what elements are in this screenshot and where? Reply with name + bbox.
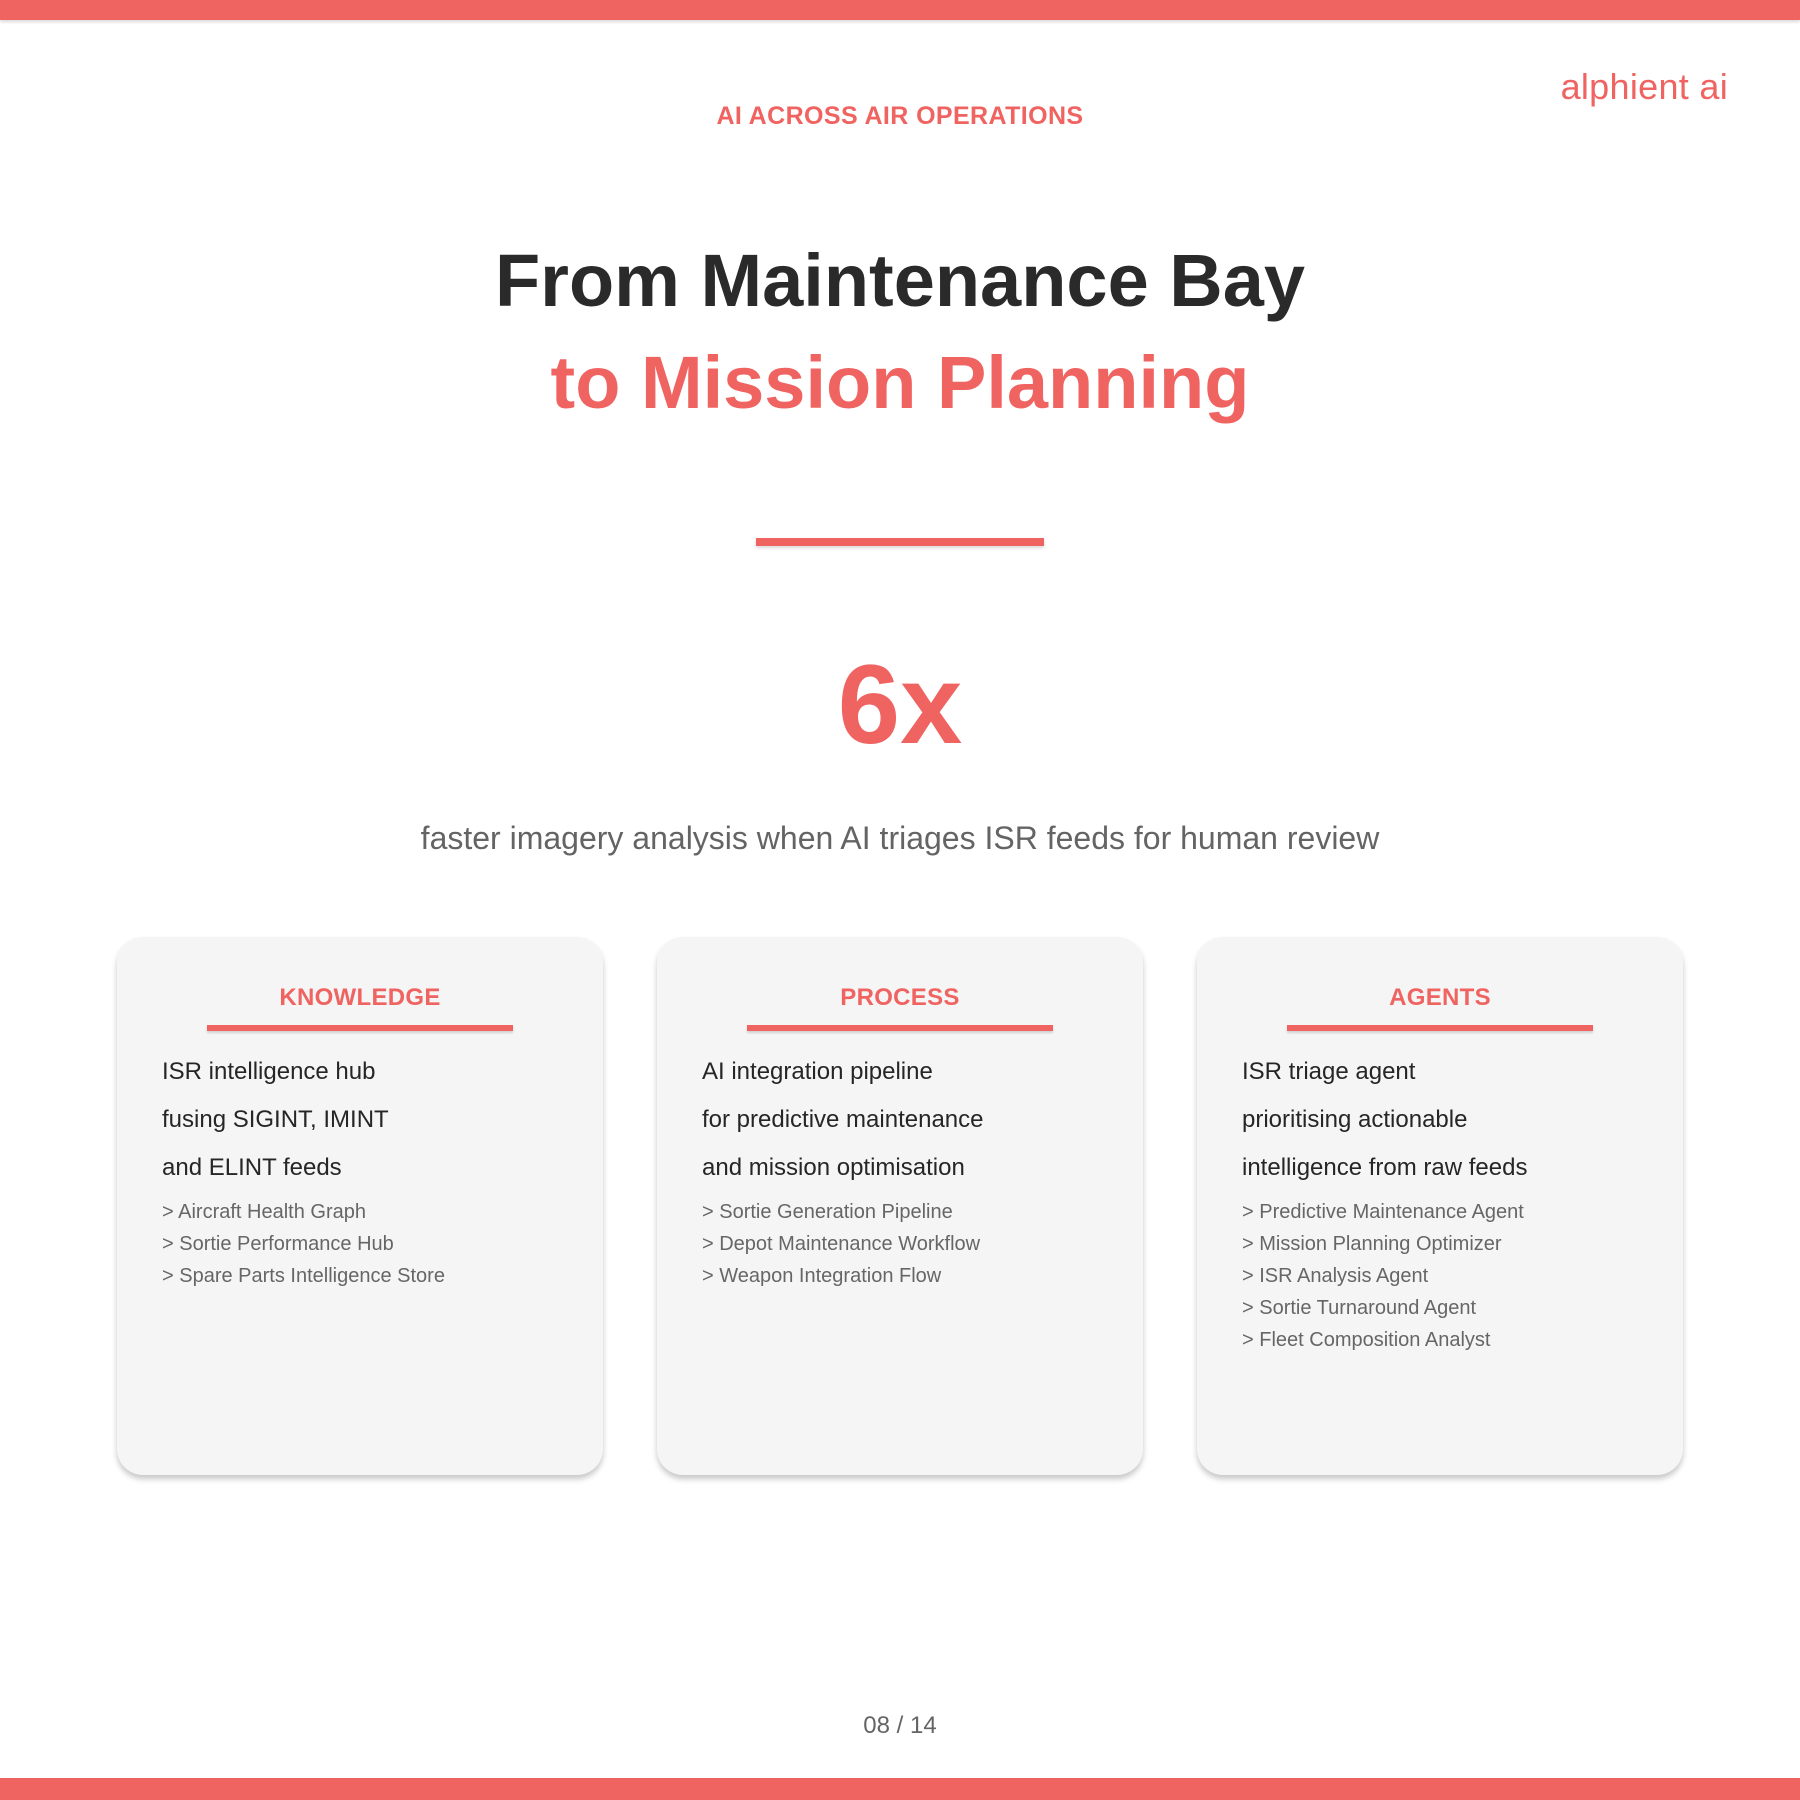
slide-title bbox=[0, 230, 1800, 434]
card-description-line: and mission optimisation bbox=[702, 1154, 965, 1181]
card-item-list bbox=[162, 1196, 582, 1292]
title-divider bbox=[756, 538, 1044, 546]
list-item: > Sortie Performance Hub bbox=[162, 1233, 394, 1255]
list-item: > Predictive Maintenance Agent bbox=[1242, 1201, 1524, 1223]
card-title-underline bbox=[1287, 1025, 1593, 1031]
list-item: > Sortie Turnaround Agent bbox=[1242, 1297, 1477, 1319]
card-description-line: fusing SIGINT, IMINT bbox=[162, 1106, 389, 1133]
list-item: > Spare Parts Intelligence Store bbox=[162, 1265, 445, 1287]
card-process bbox=[657, 937, 1143, 1475]
card-item-list bbox=[702, 1196, 1122, 1292]
card-description-line: intelligence from raw feeds bbox=[1242, 1154, 1528, 1181]
brand-logo: alphient ai bbox=[1560, 66, 1728, 107]
card-description bbox=[162, 1048, 582, 1192]
list-item: > Weapon Integration Flow bbox=[702, 1265, 942, 1287]
card-title-underline bbox=[207, 1025, 513, 1031]
card-description bbox=[702, 1048, 1122, 1192]
card-agents bbox=[1197, 937, 1683, 1475]
card-description-line: prioritising actionable bbox=[1242, 1106, 1468, 1133]
stat-value: 6x bbox=[837, 642, 963, 767]
stat-caption: faster imagery analysis when AI triages ISR feeds for human review bbox=[420, 820, 1380, 856]
list-item: > Aircraft Health Graph bbox=[162, 1201, 366, 1223]
card-title: AGENTS bbox=[1389, 984, 1491, 1011]
title-line-1: From Maintenance Bay bbox=[494, 239, 1306, 322]
section-eyebrow: AI ACROSS AIR OPERATIONS bbox=[716, 102, 1084, 130]
page-number: 08 / 14 bbox=[863, 1712, 937, 1739]
card-title-underline bbox=[747, 1025, 1053, 1031]
card-item-list bbox=[1242, 1196, 1662, 1356]
card-description-line: and ELINT feeds bbox=[162, 1154, 342, 1181]
card-title: PROCESS bbox=[840, 984, 960, 1011]
list-item: > Fleet Composition Analyst bbox=[1242, 1329, 1491, 1351]
top-accent-bar bbox=[0, 0, 1800, 20]
card-description bbox=[1242, 1048, 1662, 1192]
card-knowledge bbox=[117, 937, 603, 1475]
card-description-line: for predictive maintenance bbox=[702, 1106, 984, 1133]
list-item: > Mission Planning Optimizer bbox=[1242, 1233, 1502, 1255]
card-description-line: ISR intelligence hub bbox=[162, 1058, 376, 1085]
title-line-2: to Mission Planning bbox=[550, 341, 1250, 424]
bottom-accent-bar bbox=[0, 1778, 1800, 1800]
card-description-line: AI integration pipeline bbox=[702, 1058, 933, 1085]
list-item: > Sortie Generation Pipeline bbox=[702, 1201, 953, 1223]
list-item: > ISR Analysis Agent bbox=[1242, 1265, 1429, 1287]
card-title: KNOWLEDGE bbox=[279, 984, 441, 1011]
list-item: > Depot Maintenance Workflow bbox=[702, 1233, 981, 1255]
card-description-line: ISR triage agent bbox=[1242, 1058, 1416, 1085]
